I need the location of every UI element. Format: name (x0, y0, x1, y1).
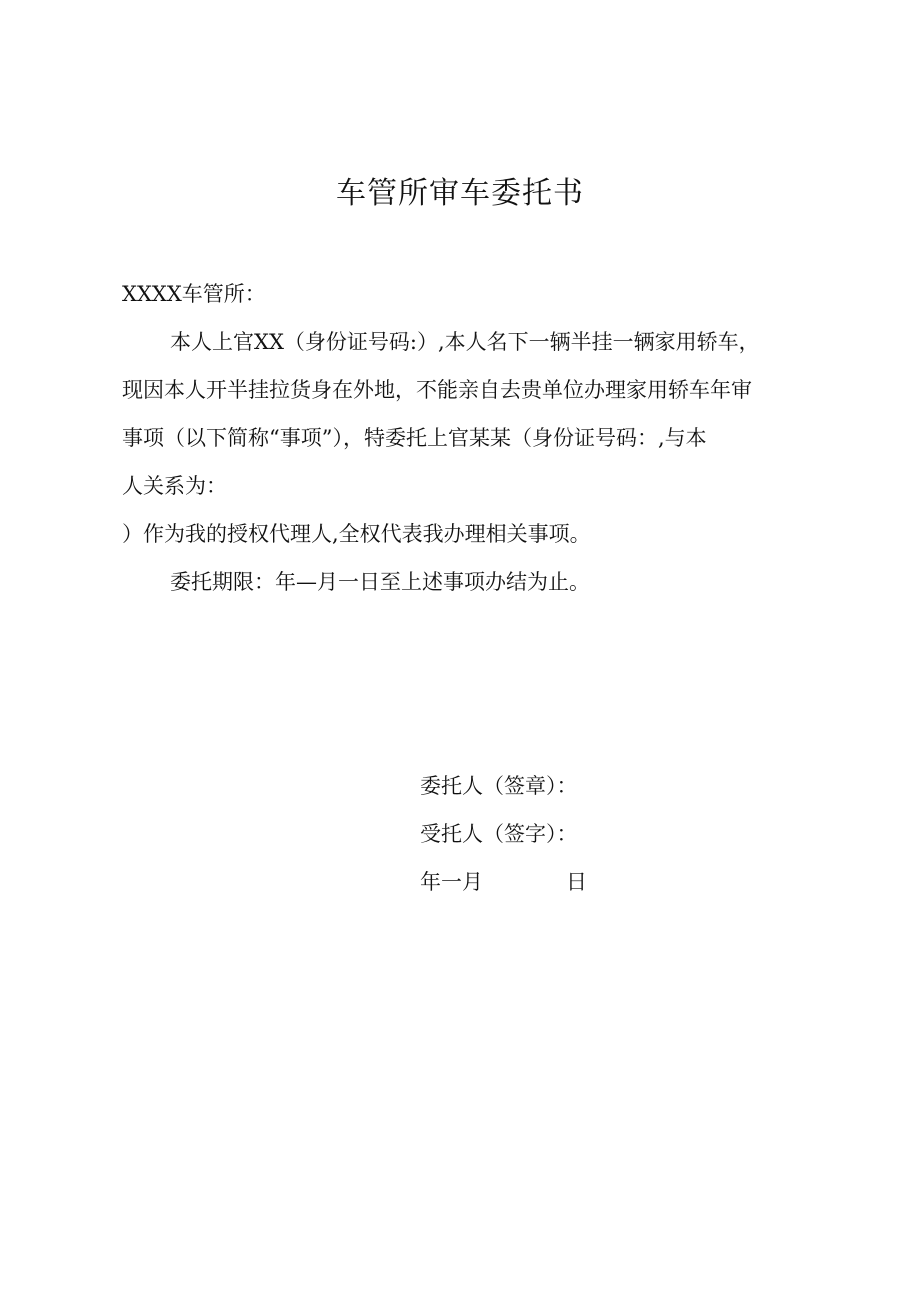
date-year-month: 年一月 (420, 870, 483, 894)
date-day: 日 (566, 870, 587, 894)
paragraph-line: 本人上官XX（身份证号码:）,本人名下一辆半挂一辆家用轿车， (170, 330, 760, 354)
signature-date-line (420, 858, 587, 906)
document-title: 车管所审车委托书 (336, 176, 584, 211)
paragraph-line: 事项（以下简称“事项”），特委托上官某某（身份证号码：,与本 (122, 426, 707, 450)
paragraph-line: 现因本人开半挂拉货身在外地，不能亲自去贵单位办理家用轿车年审 (122, 378, 752, 402)
paragraph-validity-period: 委托期限：年—月一日至上述事项办结为止。 (170, 570, 590, 594)
paragraph-agent-scope: ）作为我的授权代理人,全权代表我办理相关事项。 (122, 522, 591, 546)
principal-signature-line: 委托人（签章）： (420, 774, 578, 798)
agent-signature-line: 受托人（签字）： (420, 822, 578, 846)
paragraph-line: 人关系为： (122, 474, 227, 498)
paragraph-authorization (122, 318, 812, 510)
signature-block (420, 762, 587, 906)
salutation: XXXX车管所： (122, 282, 266, 306)
